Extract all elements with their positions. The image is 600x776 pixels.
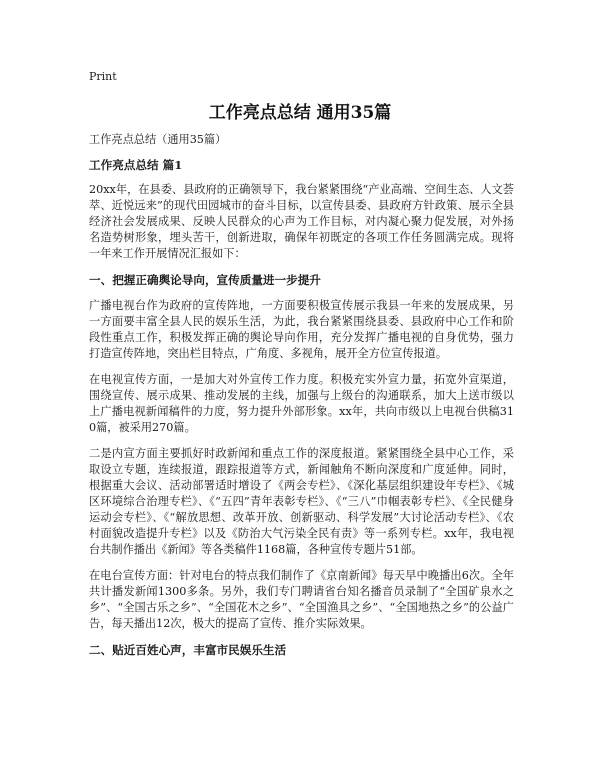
section-1-paragraph-1: 广播电视台作为政府的宣传阵地，一方面要积极宣传展示我县一年来的发展成果，另一方面要丰富全县人民的娱乐生活，为此，我台紧紧围绕县委、县政府中心工作和阶段性重点工作，积极发挥正确的舆论导向作用，充分发挥广播电视的自身优势，强力打造宣传阵地，突出栏目特点，广角度、多视角，展开全方位宣传报道。 — [89, 299, 514, 360]
section-1-paragraph-2: 在电视宣传方面，一是加大对外宣传工作力度。积极充实外宣力量，拓宽外宣渠道，围绕宣传、展示成果、推动发展的主线，加强与上级台的沟通联系，加大上送市级以上广播电视新闻稿件的力度，努力提升外部形象。xx年，共向市级以上电视台供稿310篇，被采用270篇。 — [89, 373, 514, 434]
intro-paragraph: 20xx年，在县委、县政府的正确领导下，我台紧紧围绕“产业高端、空间生态、人文荟萃、近悦远来”的现代田园城市的奋斗目标，以宣传县委、县政府方针政策、展示全县经济社会发展成果、反映人民群众的心声为工作目标，对内凝心聚力促发展，对外扬名造势树形象，埋头苦干，创新进取，确保年初既定的各项工作任务圆满完成。现将一年来工作开展情况汇报如下： — [89, 183, 514, 260]
article-heading: 工作亮点总结 篇1 — [89, 158, 183, 172]
section-1-paragraph-3: 二是内宣方面主要抓好时政新闻和重点工作的深度报道。紧紧围绕全县中心工作，采取设立专题，连续报道，跟踪报道等方式，新闻触角不断向深度和广度延伸。同时，根据重大会议、活动部署适时增设了《两会专栏》、《深化基层组织建设年专栏》、《城区环境综合治理专栏》、《“五四”青年表彰专栏》、《“三八”巾帼表彰专栏》、《全民健身运动会专栏》、《“解放思想、改革开放、创新驱动、科学发展”大讨论活动专栏》、《农村面貌改造提升专栏》以及《防治大气污染全民有责》等一系列专栏。xx年，我电视台共制作播出《新闻》等各类稿件1168篇，各种宣传专题片51部。 — [89, 447, 514, 556]
section-heading-1: 一、把握正确舆论导向，宣传质量进一步提升 — [89, 273, 321, 287]
document-title: 工作亮点总结 通用35篇 — [208, 103, 392, 123]
print-link[interactable]: Print — [89, 70, 117, 83]
section-1-paragraph-4: 在电台宣传方面：针对电台的特点我们制作了《京南新闻》每天早中晚播出6次。全年共计播发新闻1300多条。另外，我们专门聘请省台知名播音员录制了“全国矿泉水之乡”、“全国古乐之乡”、“全国花木之乡”、“全国渔具之乡”、“全国地热之乡”的公益广告，每天播出12次，极大的提高了宣传、推介实际效果。 — [89, 569, 514, 630]
document-body — [89, 132, 514, 668]
document-subtitle: 工作亮点总结（通用35篇） — [89, 133, 227, 146]
section-heading-2: 二、贴近百姓心声，丰富市民娱乐生活 — [89, 643, 287, 657]
